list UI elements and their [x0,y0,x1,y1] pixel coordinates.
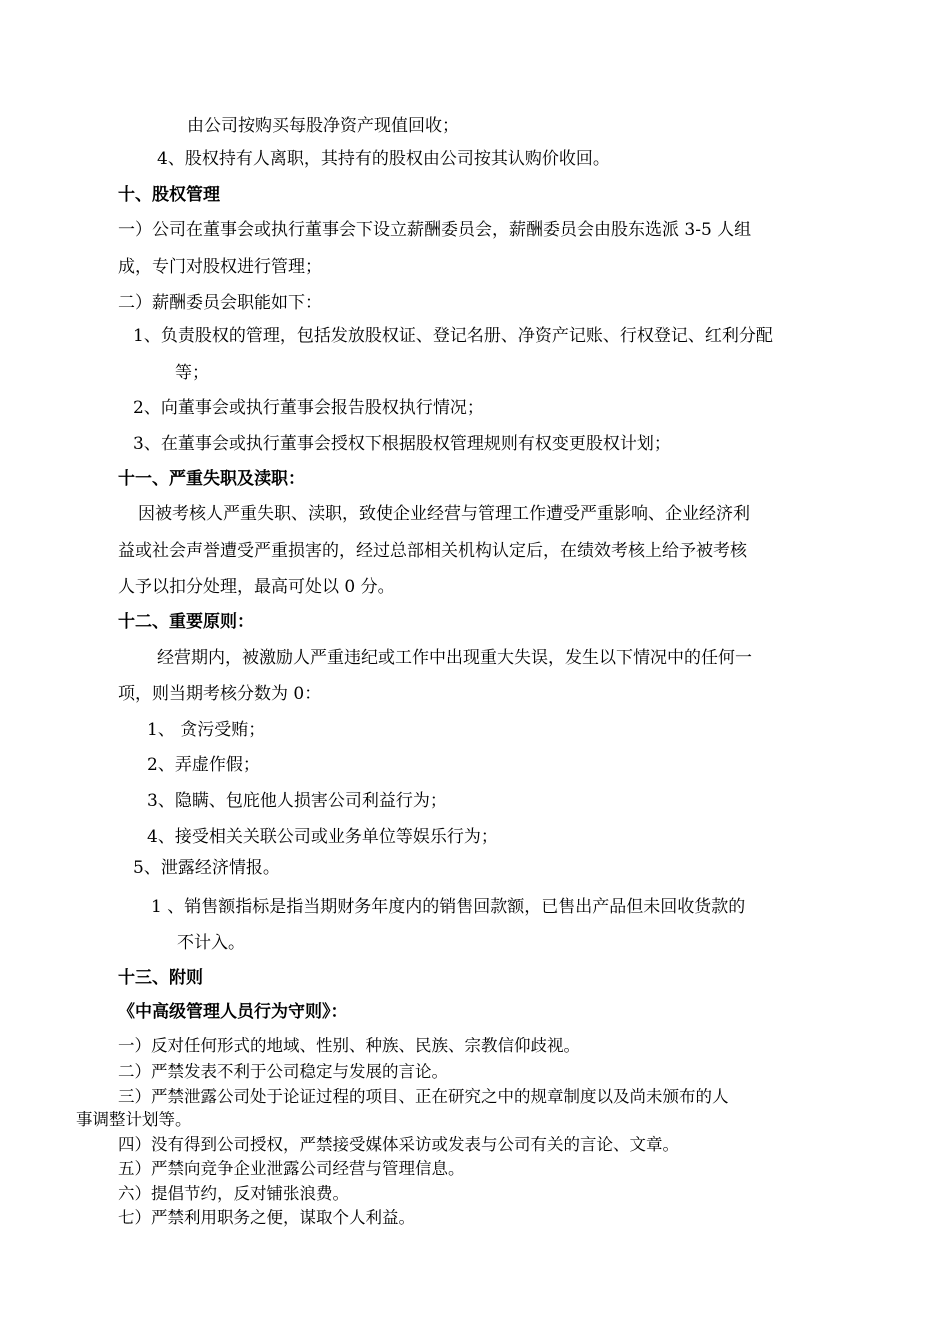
text-line: 2、向董事会或执行董事会报告股权执行情况； [133,398,484,418]
section-heading: 十三、附则 [118,968,203,988]
text-line: 二）薪酬委员会职能如下： [118,293,322,313]
list-item: 2、弄虚作假； [147,755,260,775]
text-line: 成，专门对股权进行管理； [118,257,322,277]
text-line: 等； [175,363,209,383]
text-line: 4、股权持有人离职，其持有的股权由公司按其认购价收回。 [157,149,610,169]
text-line: 一）公司在董事会或执行董事会下设立薪酬委员会，薪酬委员会由股东选派 3-5 人组 [118,220,752,240]
list-item: 3、隐瞒、包庇他人损害公司利益行为； [147,791,447,811]
text-line: 四）没有得到公司授权，严禁接受媒体采访或发表与公司有关的言论、文章。 [118,1135,679,1154]
text-line: 事调整计划等。 [76,1110,192,1129]
section-heading: 十一、严重失职及渎职： [118,469,305,489]
text-line: 3、在董事会或执行董事会授权下根据股权管理规则有权变更股权计划； [133,434,671,454]
text-line: 由公司按购买每股净资产现值回收； [187,116,459,136]
text-line: 一）反对任何形式的地域、性别、种族、民族、宗教信仰歧视。 [118,1036,580,1055]
text-line: 人予以扣分处理，最高可处以 0 分。 [118,577,395,597]
text-line: 七）严禁利用职务之便，谋取个人利益。 [118,1208,415,1227]
text-line: 益或社会声誉遭受严重损害的，经过总部相关机构认定后，在绩效考核上给予被考核 [118,541,747,561]
subsection-heading: 《中高级管理人员行为守则》： [118,1002,348,1022]
text-line: 1 、销售额指标是指当期财务年度内的销售回款额，已售出产品但未回收货款的 [151,897,746,917]
text-line: 二）严禁发表不利于公司稳定与发展的言论。 [118,1062,448,1081]
section-heading: 十二、重要原则： [118,612,254,632]
text-line: 1、负责股权的管理，包括发放股权证、登记名册、净资产记账、行权登记、红利分配 [133,326,773,346]
list-item: 4、接受相关关联公司或业务单位等娱乐行为； [147,827,498,847]
text-line: 因被考核人严重失职、渎职，致使企业经营与管理工作遭受严重影响、企业经济利 [138,504,750,524]
text-line: 经营期内，被激励人严重违纪或工作中出现重大失误，发生以下情况中的任何一 [157,648,752,668]
section-heading: 十、股权管理 [118,185,220,205]
text-line: 项，则当期考核分数为 0： [118,684,322,704]
text-line: 五）严禁向竞争企业泄露公司经营与管理信息。 [118,1159,465,1178]
text-line: 不计入。 [177,933,245,953]
list-item: 1、 贪污受贿； [147,720,266,740]
list-item: 5、泄露经济情报。 [133,858,280,878]
text-line: 六）提倡节约，反对铺张浪费。 [118,1184,349,1203]
text-line: 三）严禁泄露公司处于论证过程的项目、正在研究之中的规章制度以及尚未颁布的人 [118,1087,729,1106]
